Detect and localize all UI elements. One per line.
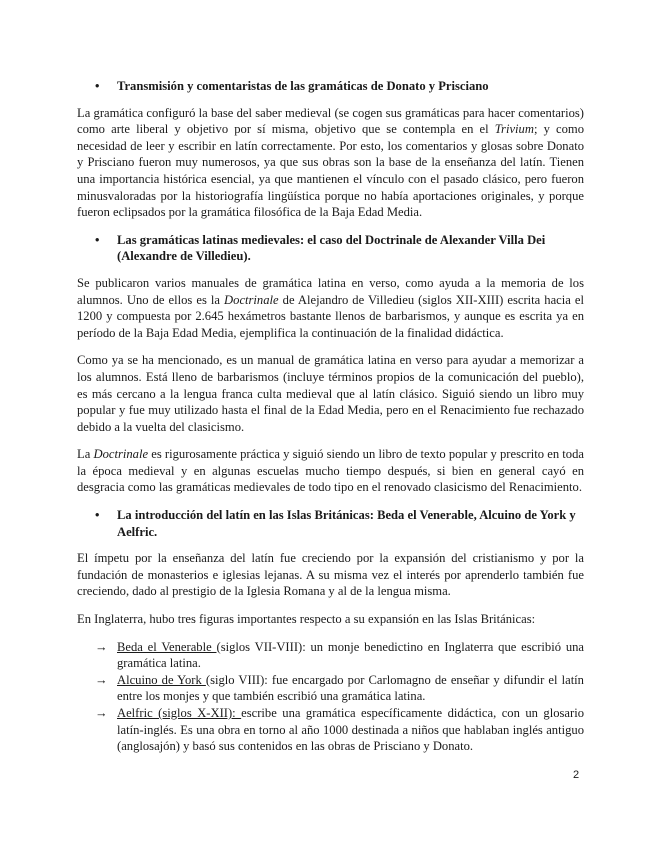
bullet-icon: • bbox=[95, 79, 100, 93]
italic-term: Doctrinale bbox=[93, 447, 149, 462]
figure-description: escribe una gramática específicamente didáctica, con un glosario latín-inglés. Es una obra en torno al año 1000 destinada a niños que hablaban inglés antiguo (anglosajón) y basó sus contenidos en las obras de Prisciano y Donato. bbox=[117, 706, 584, 754]
figure-name: Aelfric (siglos X-XII): bbox=[117, 706, 242, 720]
arrow-right-icon: → bbox=[95, 706, 108, 720]
paragraph-impetu-ensenanza: El ímpetu por la enseñanza del latín fue creciendo por la expansión del cristianismo y por la fundación de monasterios e iglesias lejanas. A su misma vez el interés por aprenderlo también fue creciendo, dado al prestigio de la Iglesia Romana y al de la lengua misma. bbox=[77, 551, 584, 599]
list-item-aelfric bbox=[77, 705, 584, 755]
figure-description: (siglo VIII): fue encargado por Carlomagno de enseñar y difundir el latín entre los monjes y que también escribió una gramática latina. bbox=[117, 672, 584, 704]
arrow-right-icon: → bbox=[95, 639, 108, 654]
page-number: 2 bbox=[573, 769, 580, 781]
list-item-alcuino bbox=[77, 672, 584, 705]
figure-name: Alcuino de York bbox=[117, 672, 206, 687]
figures-list bbox=[77, 639, 584, 755]
italic-term: Trivium bbox=[494, 122, 534, 137]
heading-text: Transmisión y comentaristas de las gramáticas de Donato y Prisciano bbox=[117, 79, 489, 93]
figure-name: Beda el Venerable bbox=[117, 639, 217, 654]
bullet-icon: • bbox=[95, 508, 100, 523]
section-heading-donato-prisciano bbox=[77, 78, 584, 95]
paragraph-manual-memorizar: Como ya se ha mencionado, es un manual de gramática latina en verso para ayudar a memorizar a los alumnos. Está lleno de barbarismos (incluye términos propios de la comunicación del pueblo), es más cercano a la lengua franca culta medieval que al latín clásico. Siguió siendo un libro muy popular y fue muy utilizado hasta el final de la Edad Media, pero en el Renacimiento fue rechazado debido a la vuelta del clasicismo. bbox=[77, 353, 584, 434]
italic-term: Doctrinale bbox=[224, 292, 279, 307]
heading-text: Las gramáticas latinas medievales: el caso del Doctrinale de Alexander Villa Dei (Alexandre de Villedieu). bbox=[117, 232, 546, 264]
section-heading-islas-britanicas bbox=[77, 507, 584, 540]
paragraph-doctrinale-practica: La Doctrinale es rigurosamente práctica y siguió siendo un libro de texto popular y prescrito en toda la época medieval y en algunas escuelas mucho tiempo después, si bien en general cayó en desgracia como las gramáticas medievales de todo tipo en el renovado clasicismo del Renacimiento. bbox=[77, 447, 584, 495]
heading-text: La introducción del latín en las Islas Británicas: Beda el Venerable, Alcuino de York y Aelfric. bbox=[117, 508, 576, 539]
document-body bbox=[77, 78, 584, 755]
bullet-icon: • bbox=[95, 232, 100, 247]
figure-description: (siglos VII-VIII): un monje benedictino en Inglaterra que escribió una gramática latina. bbox=[117, 639, 585, 671]
paragraph-inglaterra-figuras: En Inglaterra, hubo tres figuras importantes respecto a su expansión en las Islas Británicas: bbox=[77, 612, 536, 627]
arrow-right-icon: → bbox=[95, 672, 108, 687]
paragraph-manuales-verso: Se publicaron varios manuales de gramática latina en verso, como ayuda a la memoria de los alumnos. Uno de ellos es la Doctrinale de Alejandro de Villedieu (siglos XII-XIII) escrita hacia el 1200 y compuesta por 2.645 hexámetros bastante llenos de barbarismos, y aunque es escrita ya en período de la Baja Edad Media, ejemplifica la continuación de la finalidad didáctica. bbox=[77, 275, 584, 340]
list-item-beda bbox=[77, 639, 584, 672]
section-heading-doctrinale bbox=[77, 232, 584, 265]
paragraph-gramatica-base: La gramática configuró la base del saber medieval (se cogen sus gramáticas para hacer comentarios) como arte liberal y objetivo por sí misma, objetivo que se contempla en el Trivium; y como necesidad de leer y escribir en latín correctamente. Por esto, los comentarios y glosas sobre Donato y Prisciano fueron muy numerosos, ya que sus obras son la base de la enseñanza del latín. Tienen una importancia histórica esencial, ya que mantienen el vínculo con el pasado clásico, pero fueron minusvaloradas por la historiografía lingüística porque no había aportaciones originales, y porque fueron eclipsados por la gramática filosófica de la Baja Edad Media. bbox=[77, 105, 584, 220]
